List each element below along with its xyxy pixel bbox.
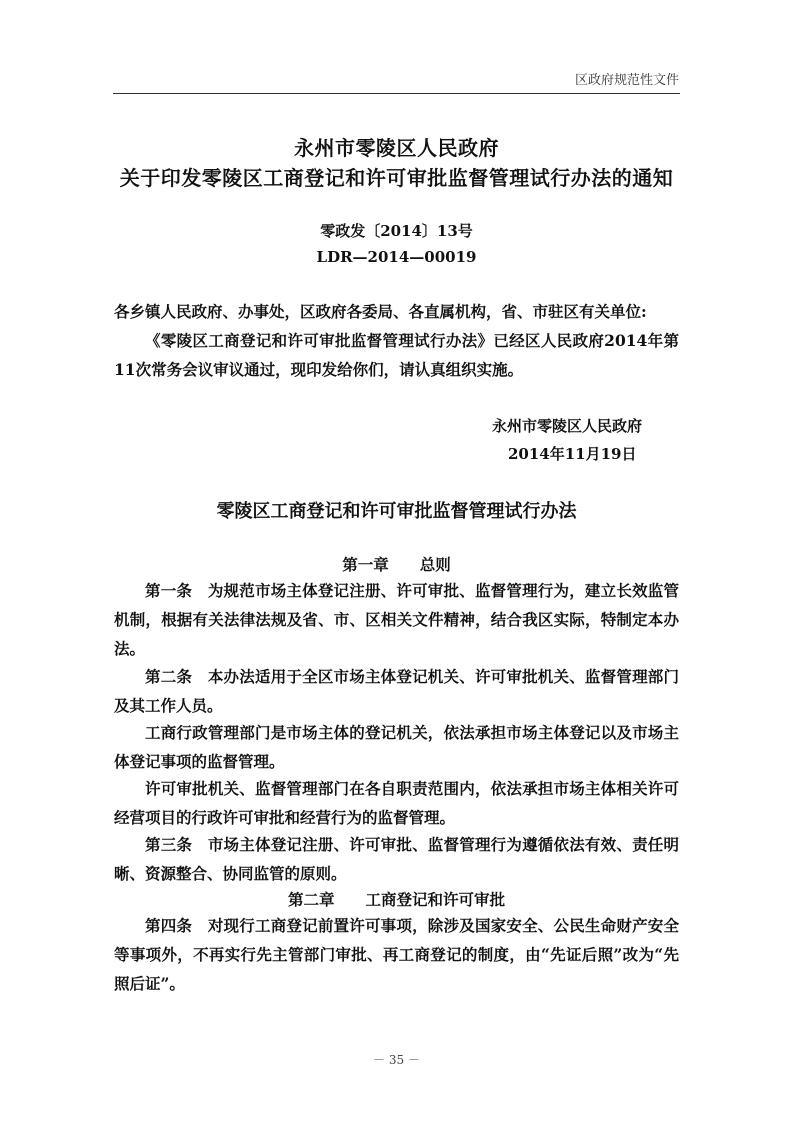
signature-org: 永州市零陵区人民政府 [492, 417, 643, 435]
registration-number: LDR—2014—00019 [316, 248, 477, 266]
article-1: 第一条 为规范市场主体登记注册、许可审批、监督管理行为，建立长效监管机制，根据有关法律法规及省、市、区相关文件精神，结合我区实际，特制定本办法。 [114, 581, 679, 658]
page-number: － 35 － [373, 1053, 420, 1067]
article-2-paragraph-3: 许可审批机关、监督管理部门在各自职责范围内，依法承担市场主体相关许可经营项目的行政许可审批和经营行为的监督管理。 [114, 779, 679, 827]
header-label: 区政府规范性文件 [574, 73, 679, 88]
doc-number: 零政发〔2014〕13号 [320, 222, 473, 240]
header-rule [113, 93, 680, 94]
article-4: 第四条 对现行工商登记前置许可事项，除涉及国家安全、公民生命财产安全等事项外，不再实行先主管部门审批、再工商登记的制度，由“先证后照”改为“先照后证”。 [114, 916, 679, 993]
notice-title-line1: 永州市零陵区人民政府 [294, 136, 499, 160]
addressee: 各乡镇人民政府、办事处，区政府各委局、各直属机构，省、市驻区有关单位: [114, 302, 647, 321]
article-2: 第二条 本办法适用于全区市场主体登记机关、许可审批机关、监督管理部门及其工作人员。 [114, 667, 679, 715]
article-3: 第三条 市场主体登记注册、许可审批、监督管理行为遵循依法有效、责任明晰、资源整合、协同监管的原则。 [114, 835, 679, 883]
notice-title-line2: 关于印发零陵区工商登记和许可审批监督管理试行办法的通知 [119, 166, 674, 190]
chapter1-heading: 第一章 总则 [342, 555, 451, 574]
chapter2-heading: 第二章 工商登记和许可审批 [287, 890, 505, 909]
intro-paragraph: 《零陵区工商登记和许可审批监督管理试行办法》已经区人民政府2014年第11次常务会议审议通过，现印发给你们，请认真组织实施。 [114, 331, 679, 379]
signature-date: 2014年11月19日 [508, 445, 637, 463]
measures-title: 零陵区工商登记和许可审批监督管理试行办法 [216, 501, 577, 522]
article-2-paragraph-2: 工商行政管理部门是市场主体的登记机关，依法承担市场主体登记以及市场主体登记事项的监督管理。 [114, 723, 679, 771]
